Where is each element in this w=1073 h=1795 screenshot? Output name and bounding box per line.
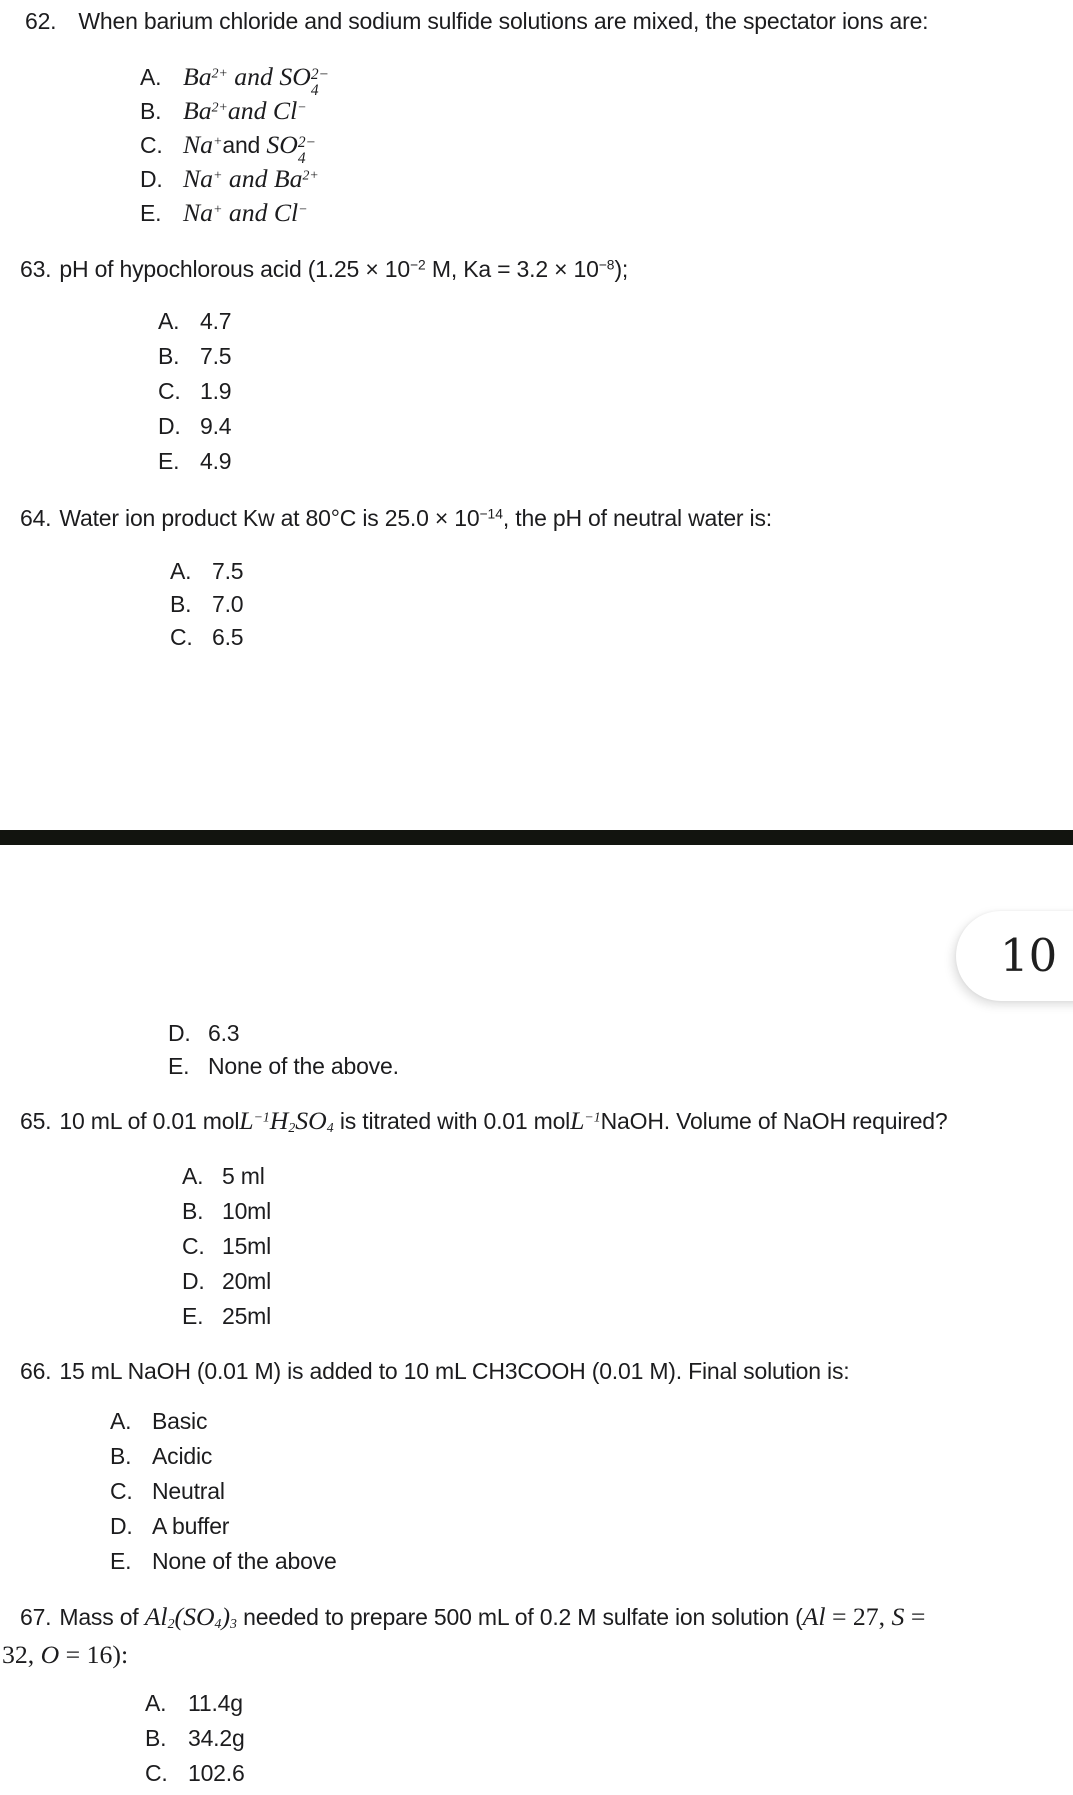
option-row-c <box>170 624 243 657</box>
question-number: 67. <box>20 1604 52 1630</box>
option-row-c <box>110 1478 337 1513</box>
page-divider <box>0 830 1073 845</box>
option-letter: B. <box>170 591 192 617</box>
question-text <box>59 1105 948 1135</box>
text-run: M, Ka = 3.2 × 10 <box>425 255 599 282</box>
option-row-c <box>140 128 329 168</box>
formula-sup: + <box>213 201 223 216</box>
formula-text: ) <box>221 1602 231 1631</box>
option-letter: D. <box>110 1513 133 1539</box>
option-text <box>152 1513 229 1539</box>
page-number: 10 <box>1000 929 1058 982</box>
formula-sup: 2+ <box>302 167 319 182</box>
option-letter: B. <box>140 97 162 124</box>
text-run: 1.9 <box>200 378 232 404</box>
option-row-b <box>110 1443 337 1478</box>
question-text <box>59 505 772 531</box>
question-number: 66. <box>20 1358 52 1384</box>
question-67-prompt-line2 <box>2 1641 128 1669</box>
question-64-options <box>170 558 243 657</box>
option-letter: A. <box>158 308 180 334</box>
option-text <box>222 1198 271 1224</box>
formula-text: and <box>227 61 280 91</box>
text-run: 20ml <box>222 1268 272 1294</box>
text-run: , the pH of neutral water is: <box>502 504 772 531</box>
formula-text: H <box>269 1105 289 1135</box>
formula-text: = 16): <box>59 1640 129 1669</box>
option-letter: C. <box>158 378 181 404</box>
option-row-b <box>145 1725 245 1760</box>
question-65-options <box>182 1163 271 1338</box>
formula-sup: + <box>213 167 223 182</box>
option-letter: C. <box>182 1233 205 1259</box>
formula-text: Al <box>802 1602 826 1631</box>
option-text <box>183 197 308 227</box>
option-row-a <box>170 558 243 591</box>
option-row-c <box>145 1760 245 1795</box>
option-text <box>183 129 316 168</box>
option-text <box>200 308 231 334</box>
text-run: A buffer <box>152 1513 230 1539</box>
option-row-d <box>140 162 329 196</box>
question-number: 65. <box>20 1107 52 1134</box>
option-row-d <box>110 1513 337 1548</box>
text-run: When barium chloride and sodium sulfide solutions are mixed, the spectator ions are: <box>78 8 929 34</box>
formula-text: and Cl <box>222 197 299 227</box>
text-run: is titrated with 0.01 mol <box>333 1107 571 1134</box>
option-text <box>222 1233 271 1259</box>
text-run: ); <box>614 255 629 282</box>
formula-sup: −1 <box>253 1109 270 1124</box>
formula-sup: −2 <box>409 257 426 272</box>
option-text <box>222 1303 271 1329</box>
text-run: 7.0 <box>212 591 244 617</box>
formula-sub: 2 <box>167 1616 175 1632</box>
text-run: 34.2g <box>188 1725 245 1751</box>
question-66-options <box>110 1408 337 1583</box>
question-text <box>59 256 628 282</box>
option-text <box>200 448 231 474</box>
option-letter: A. <box>145 1690 167 1716</box>
option-text <box>183 163 319 193</box>
formula-text: and Ba <box>222 163 303 193</box>
formula-sup: 2+ <box>211 99 228 114</box>
question-text <box>2 1642 128 1668</box>
option-letter: B. <box>145 1725 167 1751</box>
formula-sub: 3 <box>230 1616 237 1632</box>
option-text <box>188 1725 245 1751</box>
option-row-e <box>110 1548 337 1583</box>
option-letter: E. <box>158 448 180 474</box>
option-row-d <box>168 1020 399 1053</box>
question-64-options-continued <box>168 1020 399 1086</box>
option-row-d <box>158 413 231 448</box>
formula-sup: − <box>298 201 308 216</box>
question-64-prompt <box>20 500 772 532</box>
option-text <box>152 1548 337 1574</box>
option-row-d <box>182 1268 271 1303</box>
question-65-prompt <box>20 1103 947 1141</box>
formula-text: SO <box>266 129 298 159</box>
option-text <box>212 591 243 617</box>
formula-sup: + <box>213 133 223 148</box>
formula-text: O <box>40 1640 60 1669</box>
formula-sup: −1 <box>584 1109 601 1124</box>
option-text <box>208 1053 399 1079</box>
formula-text: L <box>239 1105 254 1135</box>
text-run: None of the above. <box>208 1053 399 1079</box>
question-text <box>59 1604 925 1630</box>
option-letter: C. <box>110 1478 133 1504</box>
option-letter: A. <box>140 63 162 90</box>
text-run: 7.5 <box>212 558 244 584</box>
formula-text: S <box>891 1602 905 1631</box>
option-text <box>188 1690 243 1716</box>
option-row-e <box>158 448 231 483</box>
option-text <box>183 95 307 125</box>
text-run: Basic <box>152 1408 208 1434</box>
formula-text: Na <box>183 197 214 227</box>
option-text <box>188 1760 245 1786</box>
option-row-b <box>140 94 329 128</box>
option-letter: D. <box>168 1020 191 1046</box>
text-run: Mass of <box>59 1604 145 1630</box>
option-row-e <box>140 196 329 230</box>
option-row-a <box>182 1163 271 1198</box>
formula-text: and Cl <box>227 95 298 125</box>
formula-text: = <box>904 1602 926 1631</box>
option-text <box>152 1408 207 1434</box>
question-63-options <box>158 308 231 483</box>
formula-supsub: 2− 4 <box>310 66 329 100</box>
option-text <box>222 1268 271 1294</box>
option-letter: E. <box>140 199 162 226</box>
text-run: 9.4 <box>200 413 232 439</box>
question-number: 62. <box>25 8 57 34</box>
option-letter: E. <box>110 1548 132 1574</box>
text-run: 15ml <box>222 1233 272 1259</box>
formula-text: Na <box>183 163 214 193</box>
formula-text: and <box>222 131 267 158</box>
option-letter: B. <box>158 343 180 369</box>
text-run: needed to prepare 500 mL of 0.2 M sulfate ion solution ( <box>236 1604 803 1630</box>
text-run: 6.3 <box>208 1020 240 1046</box>
question-66-prompt <box>20 1358 849 1385</box>
option-text <box>200 413 231 439</box>
text-run: NaOH. Volume of NaOH required? <box>600 1107 948 1134</box>
option-row-c <box>182 1233 271 1268</box>
option-row-c <box>158 378 231 413</box>
formula-sub: 4 <box>214 1616 222 1632</box>
formula-text: Al <box>144 1602 168 1631</box>
question-67-prompt <box>20 1603 925 1637</box>
question-62-prompt <box>25 8 928 35</box>
option-row-b <box>158 343 231 378</box>
formula-text: (SO <box>174 1602 215 1631</box>
option-text <box>222 1163 265 1189</box>
text-run: 4.7 <box>200 308 232 334</box>
option-letter: D. <box>182 1268 205 1294</box>
option-row-e <box>182 1303 271 1338</box>
text-run: None of the above <box>152 1548 337 1574</box>
formula-text: Ba <box>183 61 212 91</box>
text-run: 102.6 <box>188 1760 245 1786</box>
text-run: 10 mL of 0.01 mol <box>59 1107 240 1134</box>
question-number: 64. <box>20 504 52 531</box>
option-letter: C. <box>140 131 163 158</box>
formula-sup: 2+ <box>211 65 228 80</box>
option-letter: E. <box>168 1053 190 1079</box>
option-text <box>208 1020 239 1046</box>
option-text <box>152 1478 225 1504</box>
text-run: 15 mL NaOH (0.01 M) is added to 10 mL CH3COOH (0.01 M). Final solution is: <box>59 1358 850 1384</box>
option-text <box>200 378 231 404</box>
option-letter: A. <box>110 1408 132 1434</box>
text-run: 25ml <box>222 1303 272 1329</box>
formula-text: SO <box>295 1105 327 1135</box>
formula-supsub: 2− 4 <box>297 134 316 168</box>
option-row-a <box>140 60 329 100</box>
text-run: Acidic <box>152 1443 213 1469</box>
formula-text: L <box>570 1105 585 1135</box>
option-text <box>212 558 243 584</box>
option-row-a <box>110 1408 337 1443</box>
option-text <box>200 343 231 369</box>
page-number-badge <box>956 911 1073 1001</box>
option-letter: A. <box>170 558 192 584</box>
option-letter: C. <box>145 1760 168 1786</box>
text-run: 10ml <box>222 1198 272 1224</box>
option-letter: D. <box>158 413 181 439</box>
formula-sup: −14 <box>479 506 503 521</box>
option-letter: A. <box>182 1163 204 1189</box>
formula-text: Na <box>183 129 214 159</box>
text-run: 5 ml <box>222 1163 265 1189</box>
formula-text: SO <box>279 61 311 91</box>
formula-sub: 2 <box>288 1119 296 1135</box>
formula-sub: 4 <box>326 1119 334 1135</box>
text-run: Neutral <box>152 1478 225 1504</box>
option-row-b <box>182 1198 271 1233</box>
text-run: 4.9 <box>200 448 232 474</box>
question-text <box>78 8 928 34</box>
question-62-options <box>140 60 329 230</box>
formula-text: Ba <box>183 95 212 125</box>
question-67-options <box>145 1690 245 1795</box>
option-letter: B. <box>110 1443 132 1469</box>
option-row-e <box>168 1053 399 1086</box>
text-run: 6.5 <box>212 624 244 650</box>
text-run: 7.5 <box>200 343 232 369</box>
option-row-b <box>170 591 243 624</box>
text-run: 11.4g <box>188 1690 243 1716</box>
formula-sup: −8 <box>598 257 615 272</box>
text-run: Water ion product Kw at 80°C is 25.0 × 10 <box>59 504 480 531</box>
question-63-prompt <box>20 251 628 283</box>
text-run: pH of hypochlorous acid (1.25 × 10 <box>59 255 410 282</box>
option-text <box>212 624 243 650</box>
option-text <box>152 1443 212 1469</box>
question-number: 63. <box>20 255 52 282</box>
formula-sup: − <box>297 99 307 114</box>
formula-text: = 27, <box>825 1602 892 1631</box>
option-letter: E. <box>182 1303 204 1329</box>
option-letter: C. <box>170 624 193 650</box>
formula-text: 32, <box>2 1640 41 1669</box>
question-text <box>59 1358 849 1384</box>
option-letter: B. <box>182 1198 204 1224</box>
option-row-a <box>145 1690 245 1725</box>
option-letter: D. <box>140 165 163 192</box>
option-text <box>183 61 329 100</box>
option-row-a <box>158 308 231 343</box>
